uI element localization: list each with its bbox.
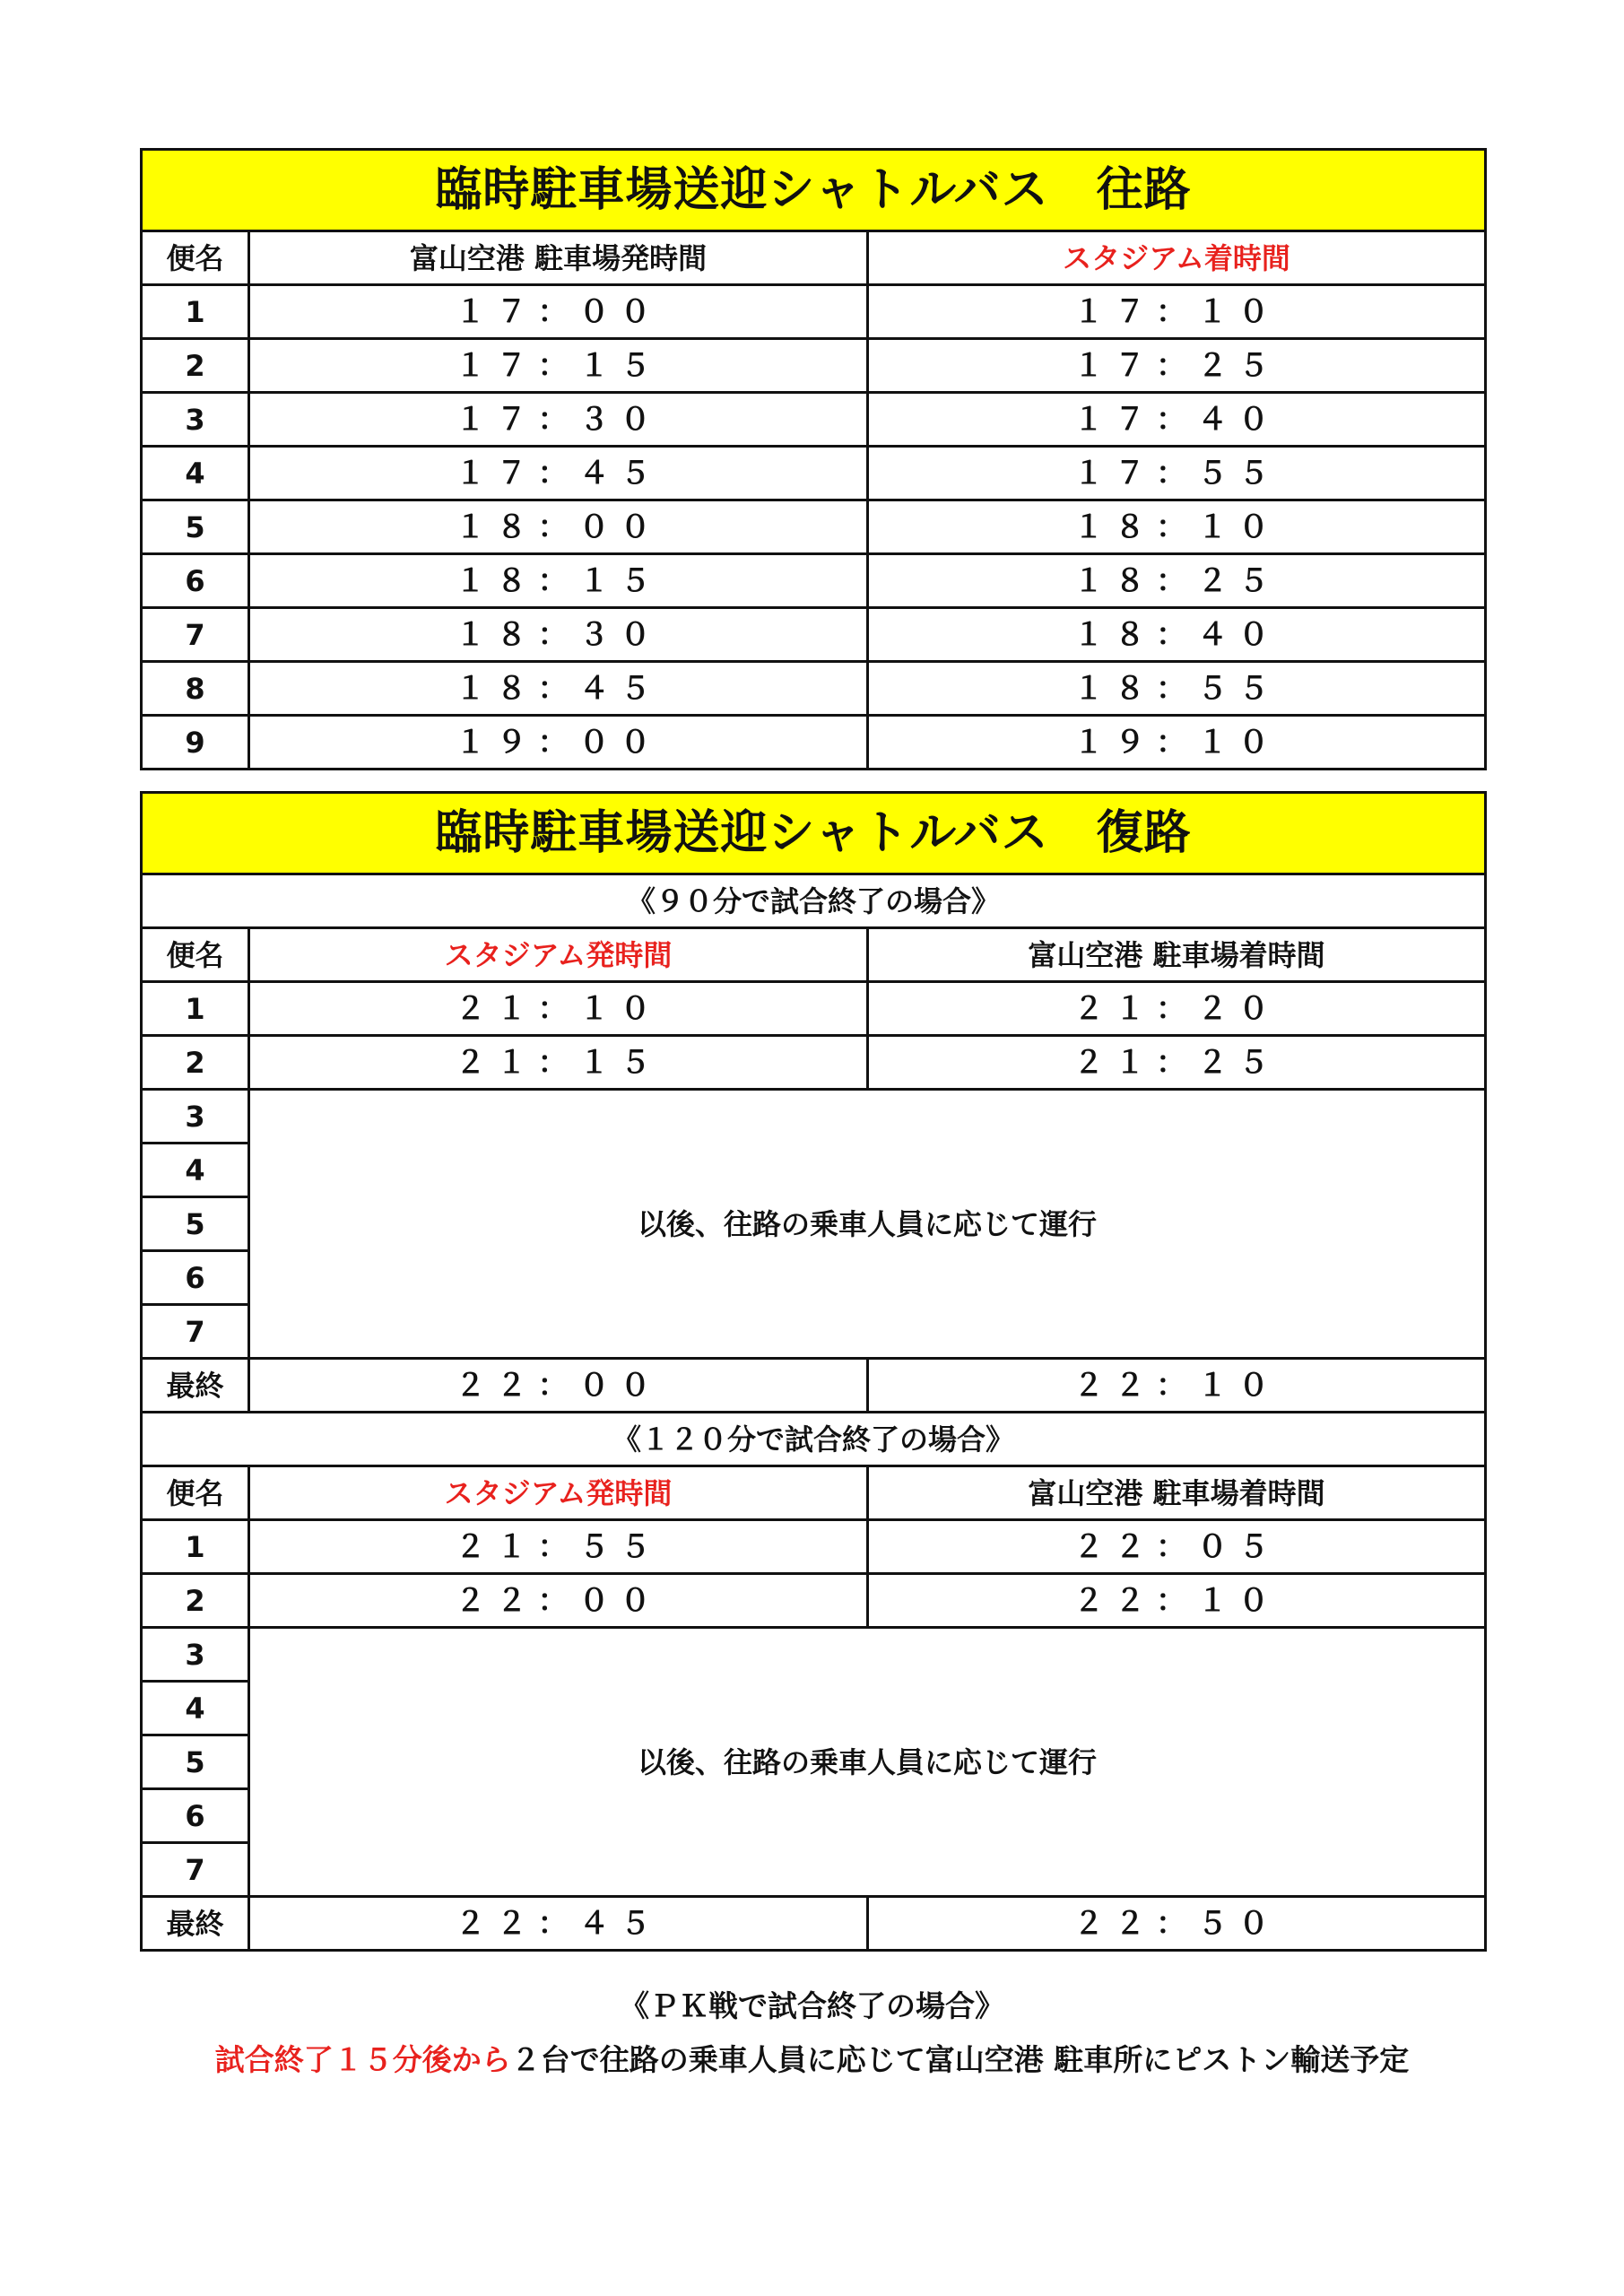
return-title: 臨時駐車場送迎シャトルバス 復路 <box>142 793 1486 874</box>
table-row <box>142 1520 1486 1574</box>
bus-no: 7 <box>142 608 249 662</box>
arrival-time: ２１：２５ <box>868 1036 1486 1090</box>
arrival-time: １７：４０ <box>868 393 1486 447</box>
departure-time: １７：４５ <box>249 447 868 500</box>
arrival-time: １７：１０ <box>868 285 1486 339</box>
pk-note-heading: 《ＰＫ戦で試合終了の場合》 <box>620 1988 1004 2023</box>
bus-no: 6 <box>142 1789 249 1843</box>
arrival-time: ２２：０５ <box>868 1520 1486 1574</box>
table-row <box>142 393 1486 447</box>
arrival-time: ２１：２０ <box>868 982 1486 1036</box>
outbound-schedule-table <box>140 148 1487 770</box>
flex-operation-note: 以後、往路の乗車人員に応じて運行 <box>249 1090 1486 1359</box>
table-row <box>142 608 1486 662</box>
bus-no: 1 <box>142 285 249 339</box>
outbound-title-row <box>142 150 1486 231</box>
header-arrival: 富山空港 駐車場着時間 <box>868 928 1486 982</box>
departure-time: １８：４５ <box>249 662 868 716</box>
table-row <box>142 339 1486 393</box>
departure-time: ２１：１０ <box>249 982 868 1036</box>
table-row <box>142 1628 1486 1682</box>
departure-time: ２２：００ <box>249 1574 868 1628</box>
arrival-time: １７：２５ <box>868 339 1486 393</box>
arrival-time: １９：１０ <box>868 716 1486 770</box>
pk-note-body-text: ２台で往路の乗車人員に応じて富山空港 駐車所にピストン輸送予定 <box>510 2042 1410 2077</box>
pk-note-body <box>0 2042 1624 2077</box>
header-departure: 富山空港 駐車場発時間 <box>249 231 868 285</box>
bus-no: 2 <box>142 339 249 393</box>
header-arrival: スタジアム着時間 <box>868 231 1486 285</box>
bus-no: 6 <box>142 554 249 608</box>
departure-time: １８：１５ <box>249 554 868 608</box>
arrival-time: １８：２５ <box>868 554 1486 608</box>
return-schedule-table <box>140 791 1487 1952</box>
table-row <box>142 662 1486 716</box>
bus-no-last: 最終 <box>142 1897 249 1951</box>
arrival-time: １８：５５ <box>868 662 1486 716</box>
header-departure: スタジアム発時間 <box>249 1466 868 1520</box>
bus-no: 7 <box>142 1843 249 1897</box>
departure-time: １７：００ <box>249 285 868 339</box>
departure-time: １７：３０ <box>249 393 868 447</box>
arrival-time: １７：５５ <box>868 447 1486 500</box>
departure-time: １９：００ <box>249 716 868 770</box>
departure-time: １７：１５ <box>249 339 868 393</box>
bus-no: 2 <box>142 1574 249 1628</box>
table-row <box>142 1897 1486 1951</box>
bus-no: 3 <box>142 1090 249 1144</box>
bus-no: 3 <box>142 1628 249 1682</box>
table-row <box>142 1036 1486 1090</box>
bus-no: 5 <box>142 1735 249 1789</box>
arrival-time: ２２：１０ <box>868 1574 1486 1628</box>
header-arrival: 富山空港 駐車場着時間 <box>868 1466 1486 1520</box>
bus-no: 9 <box>142 716 249 770</box>
outbound-header-row <box>142 231 1486 285</box>
departure-time: ２１：５５ <box>249 1520 868 1574</box>
table-row <box>142 716 1486 770</box>
arrival-time: １８：１０ <box>868 500 1486 554</box>
table-row <box>142 1359 1486 1413</box>
arrival-time: ２２：１０ <box>868 1359 1486 1413</box>
bus-no: 4 <box>142 447 249 500</box>
arrival-time: １８：４０ <box>868 608 1486 662</box>
table-row <box>142 1574 1486 1628</box>
outbound-title: 臨時駐車場送迎シャトルバス 往路 <box>142 150 1486 231</box>
bus-no: 3 <box>142 393 249 447</box>
departure-time: ２１：１５ <box>249 1036 868 1090</box>
bus-no: 8 <box>142 662 249 716</box>
table-row <box>142 285 1486 339</box>
departure-time: ２２：４５ <box>249 1897 868 1951</box>
bus-no: 5 <box>142 500 249 554</box>
case-90-header-row <box>142 928 1486 982</box>
header-bus-no: 便名 <box>142 928 249 982</box>
header-bus-no: 便名 <box>142 231 249 285</box>
bus-no: 6 <box>142 1251 249 1305</box>
pk-note-body-highlight: 試合終了１５分後から <box>214 2042 511 2077</box>
bus-no: 1 <box>142 1520 249 1574</box>
header-departure: スタジアム発時間 <box>249 928 868 982</box>
table-row <box>142 1090 1486 1144</box>
case-90-label: 《９０分で試合終了の場合》 <box>142 874 1486 928</box>
case-120-header-row <box>142 1466 1486 1520</box>
bus-no: 1 <box>142 982 249 1036</box>
departure-time: １８：３０ <box>249 608 868 662</box>
table-row <box>142 447 1486 500</box>
case-120-label: 《１２０分で試合終了の場合》 <box>142 1413 1486 1466</box>
return-title-row <box>142 793 1486 874</box>
flex-operation-note: 以後、往路の乗車人員に応じて運行 <box>249 1628 1486 1897</box>
table-row <box>142 982 1486 1036</box>
bus-no-last: 最終 <box>142 1359 249 1413</box>
bus-no: 4 <box>142 1144 249 1197</box>
arrival-time: ２２：５０ <box>868 1897 1486 1951</box>
bus-no: 2 <box>142 1036 249 1090</box>
departure-time: ２２：００ <box>249 1359 868 1413</box>
case-90-label-row <box>142 874 1486 928</box>
case-120-label-row <box>142 1413 1486 1466</box>
bus-no: 7 <box>142 1305 249 1359</box>
departure-time: １８：００ <box>249 500 868 554</box>
table-row <box>142 554 1486 608</box>
header-bus-no: 便名 <box>142 1466 249 1520</box>
table-row <box>142 500 1486 554</box>
bus-no: 5 <box>142 1197 249 1251</box>
bus-no: 4 <box>142 1682 249 1735</box>
